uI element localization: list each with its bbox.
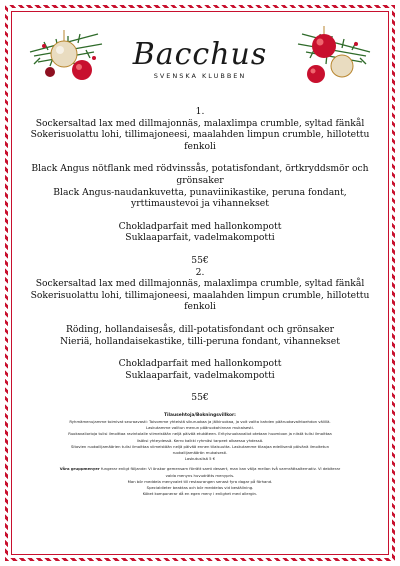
menu2-starter-sv: Sockersaltad lax med dillmajonnäs, malaxlimpa crumble, syltad fänkål	[35, 278, 365, 290]
menu1-starter-fi: Sokerisuolattu lohi, tillimajoneesi, maalahden limpun crumble, hillotettu	[30, 129, 370, 141]
terms-line: Köket komponerar då en egen meny i enlighet med allergin.	[142, 491, 258, 497]
menu1-main-fi-cont: yrttimaustevoi ja vihannekset	[131, 198, 269, 210]
booking-terms	[24, 412, 376, 497]
menu1-price: 55€	[191, 254, 209, 266]
terms-line: ruokailijamäärän mukaisesti.	[172, 450, 228, 456]
terms-sv-bold: Våra gruppmenyer	[59, 466, 100, 472]
menu1-starter-fi-cont: fenkoli	[184, 140, 216, 152]
menu-list	[0, 106, 400, 404]
terms-line: Sitovien ruokailijamäärien tulisi ilmoittaa viimeistään neljä päivää ennen tilaisuutta. Laskutamme tilaajaa edellisenä päivänä ilmoitetun	[70, 443, 329, 449]
terms-line: Laskutuslisä 5 €	[184, 456, 216, 462]
menu1-starter-sv: Sockersaltad lax med dillmajonnäs, malaxlimpa crumble, syltad fänkål	[35, 117, 365, 129]
menu1-dessert-fi: Suklaaparfait, vadelmakompotti	[125, 232, 275, 244]
menu1-main-sv: Black Angus nötflank med rödvinssås, potatisfondant, örtkryddsmör och	[31, 163, 369, 175]
terms-title: Tilausehtoja/Bokningsvillkor:	[164, 413, 236, 418]
menu2-price: 55€	[191, 392, 209, 404]
menu1-number: 1.	[195, 106, 205, 117]
logo-title: Bacchus	[132, 37, 268, 72]
terms-line-sv	[24, 466, 376, 472]
menu2-starter-fi: Sokerisuolattu lohi, tillimajoneesi, maalahden limpun crumble, hillotettu	[30, 289, 370, 301]
terms-line: Laskutamme valitun menun pääruokahinnan mukaisesti.	[145, 425, 254, 431]
terms-line: Man bör meddela menyvalet till restaurangen senast fyra dagar på förhand.	[127, 478, 273, 484]
menu2-main-sv: Röding, hollandaisesås, dill-potatisfondant och grönsaker	[65, 323, 335, 335]
logo-subtitle: SVENSKA KLUBBEN	[153, 72, 247, 80]
terms-line: Specialdieter beaktas och bör meddelas vid beställning.	[146, 485, 254, 491]
menu1-dessert-sv: Chokladparfait med hallonkompott	[118, 220, 282, 232]
menu1-main-sv-cont: grönsaker	[176, 174, 224, 186]
terms-line: Ruokavaliorioja tulisi ilmoittaa ravintolalle viimeistään neljä päivää etukäteen. Erityisruokavaliot otetaan huomioon ja niistä tulisi ilmoittaa	[68, 431, 332, 437]
restaurant-logo	[0, 37, 400, 80]
menu2-main-fi: Nieriä, hollandaisekastike, tilli-peruna fondant, vihannekset	[60, 335, 340, 347]
menu2-dessert-fi: Suklaaparfait, vadelmakompotti	[125, 369, 275, 381]
terms-sv-text: fungerar enligt följande: Vi önskar gemensam förrätt samt dessert, man kan välja mellan två varmrättsalternativ. Vi debiterar	[100, 466, 341, 472]
terms-line: Ryhmämenujamme toimivat seuraavasti: Toivomme yhteistä sikuruokaa ja jälkiruokaa, ja voit valita kahden pääruokavaihtoehdon välillä.	[69, 419, 331, 424]
terms-line: lisäksi yhteydessä. Kerro kaikki ryhmäsi tarpeet alkaessa yhdessä.	[136, 437, 264, 443]
menu2-starter-fi-cont: fenkoli	[184, 301, 216, 313]
menu2-number: 2.	[195, 266, 205, 278]
terms-line: valda menyns huvudrätts menypris.	[165, 472, 235, 478]
menu1-main-fi: Black Angus-naudankuvetta, punaviinikastike, peruna fondant,	[53, 186, 347, 198]
menu2-dessert-sv: Chokladparfait med hallonkompott	[118, 358, 282, 370]
